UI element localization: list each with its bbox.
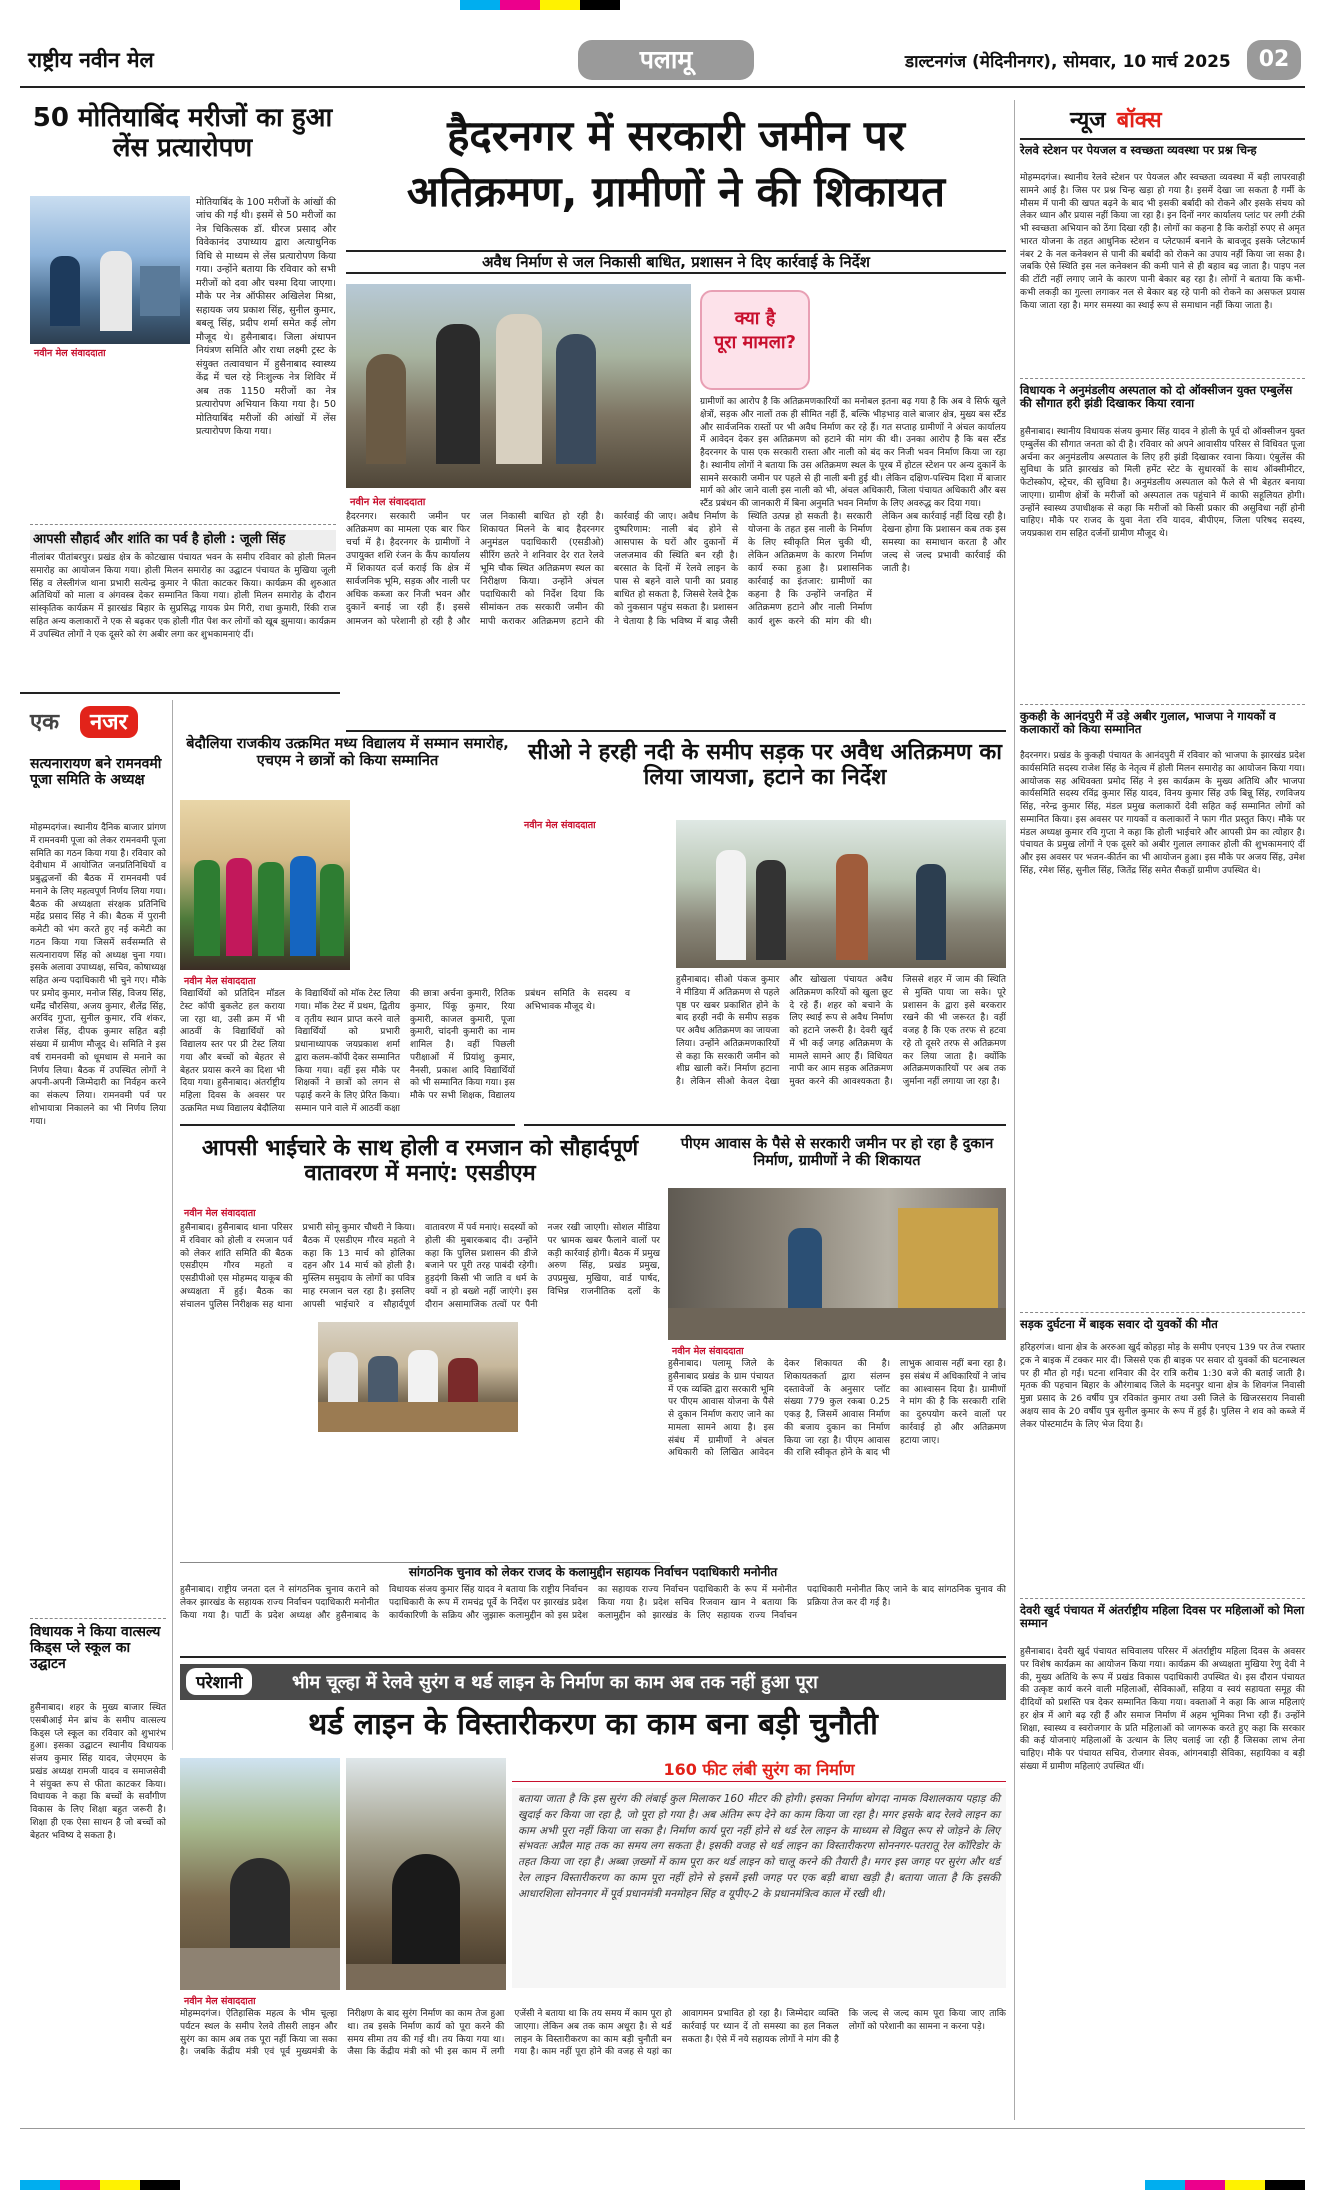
cataract-headline: 50 मोतियाबिंद मरीजों का हुआ लेंस प्रत्यारोपण xyxy=(32,103,333,163)
divider xyxy=(1020,378,1305,379)
divider xyxy=(1020,1312,1305,1313)
rjd-body: हुसैनाबाद। राष्ट्रीय जनता दल ने सांगठनिक चुनाव कराने को लेकर झारखंड के सहायक राज्य निर्वाचन पदाधिकारी मनोनीत किया गया है। पार्टी के प्रदेश अध्यक्ष और हुसैनाबाद के विधायक संजय कुमार सिंह यादव ने बताया कि राष्ट्रीय निर्वाचन पदाधिकारी के रूप में रामचंद्र पूर्वे के निर्देश पर झारखंड प्रदेश कार्यकारिणी के सक्रिय और जुझारू कलामुद्दीन को इस प्रदेश का सहायक राज्य निर्वाचन पदाधिकारी के रूप में मनोनीत किया गया है। प्रदेश सचिव रिजवान खान ने बताया कि कलामुद्दीन को झारखंड के लिए सहायक राज्य निर्वाचन पदाधिकारी मनोनीत किए जाने के बाद सांगठनिक चुनाव की प्रक्रिया तेज कर दी गई है। xyxy=(180,1585,1006,1621)
ambulance-body: हुसैनाबाद। स्थानीय विधायक संजय कुमार सिंह यादव ने होली के पूर्व दो ऑक्सीजन युक्त एम्बुलेंस की सौगात जनता को दी है। रविवार को अपने आवासीय परिसर से विधिवत पूजा अर्चना कर अनुमंडलीय अस्पताल के लिए हरी झंडी दिखाकर रवाना किया। एंबुलेंस की सुविधा के प्रति झारखंड को मिली हमेंट स्टेट के सुधारकों के साथ ऑक्सीमीटर, फेटोस्कोप, स्ट्रेचर, की सुविधा है। अनुमंडलीय अस्पताल को फैले से भी बेहतर बनाया जाएगा। ग्रामीण क्षेत्रों के मरीजों को अस्पताल तक पहुंचाने में काफी सहूलियत होगी। उन्होंने स्वास्थ्य उपाधीक्षक से कहा कि मरीजों को किसी प्रकार की असुविधा नहीं होनी चाहिए। मौके पर राजद के युवा नेता रवि यादव, बीपीएम, जिला परिषद सदस्य, जयप्रकाश राम सहित दर्जनों ग्रामीण मौजूद थे। xyxy=(1020,427,1305,540)
news-box-rule xyxy=(1020,138,1305,140)
ramnavami-body: मोहम्मदगंज। स्थानीय दैनिक बाजार प्रांगण में रामनवमी पूजा को लेकर रामनवमी पूजा समिति का गठन किया गया है। रविवार को देवीधाम में आयोजित जनप्रतिनिधियों व प्रबुद्धजनों की बैठक में रामनवमी पर्व मनाने के लिए महत्वपूर्ण निर्णय लिया गया। बैठक की अध्यक्षता संरक्षक प्रतिनिधि महेंद्र प्रसाद सिंह ने की। बैठक में पुरानी कमेटी को भंग करते हुए नई कमेटी का गठन किया गया जिसमें सर्वसम्मति से सत्यनारायण सिंह को अध्यक्ष चुना गया। इसके अलावा उपाध्यक्ष, सचिव, कोषाध्यक्ष सहित अन्य पदाधिकारी भी चुने गए। मौके पर प्रमोद कुमार, मनोज सिंह, विजय सिंह, धर्मेंद्र चौरसिया, अजय कुमार, शैलेंद्र सिंह, अरविंद गुप्ता, सुनील कुमार, रवि शंकर, राजेश सिंह, दीपक कुमार सहित बड़ी संख्या में ग्रामीण मौजूद थे। समिति ने इस वर्ष रामनवमी को धूमधाम से मनाने का निर्णय लिया। बैठक में उपस्थित लोगों ने अपनी-अपनी जिम्मेदारी का निर्वहन करने का संकल्प लिया। रामनवमी पर्व पर शोभायात्रा निकालने का भी निर्णय लिया गया। xyxy=(30,823,166,1127)
holi-sdm-body: हुसैनाबाद। हुसैनाबाद थाना परिसर में रविवार को होली व रमजान पर्व को लेकर शांति समिति की बैठक एसडीएम गौरव महतो व एसडीपीओ एस मोहम्मद याकूब की अध्यक्षता में हुई। बैठक का संचालन पुलिस निरीक्षक सह थाना प्रभारी सोनू कुमार चौधरी ने किया। बैठक में एसडीएम गौरव महतो ने कहा कि 13 मार्च को होलिका दहन और 14 मार्च को होली है। मुस्लिम समुदाय के लोगों का पवित्र माह रमजान चल रहा है। इसलिए आपसी भाईचारे व सौहार्दपूर्ण वातावरण में पर्व मनाएं। सदस्यों को होली की मुबारकबाद दी। उन्होंने कहा कि पुलिस प्रशासन की डीजे बजाने पर पूरी तरह पाबंदी रहेगी। हुड़दंगी किसी भी जाति व धर्म के क्यों न हो बख्शे नहीं जाएंगे। इस दौरान असामाजिक तत्वों पर पैनी नजर रखी जाएगी। सोशल मीडिया पर भ्रामक खबर फैलाने वालों पर कड़ी कार्रवाई होगी। बैठक में प्रमुख अरुण सिंह, प्रखंड प्रमुख, उपप्रमुख, मुखिया, वार्ड पार्षद, विभिन्न राजनीतिक दलों के xyxy=(180,1223,660,1310)
eye-camp-byline: नवीन मेल संवाददाता xyxy=(34,348,106,359)
womens-day-body: हुसैनाबाद। देवरी खुर्द पंचायत सचिवालय परिसर में अंतर्राष्ट्रीय महिला दिवस के अवसर पर विशेष कार्यक्रम का आयोजन किया गया। कार्यक्रम की अध्यक्षता मुखिया रेणु देवी ने की, मुख्य अतिथि के रूप में प्रखंड विकास पदाधिकारी उपस्थित थे। इस दौरान पंचायत की उत्कृष्ट कार्य करने वाली महिलाओं, सेविकाओं, सहिया व स्वयं सहायता समूह की दीदियों को प्रशस्ति पत्र देकर सम्मानित किया गया। वक्ताओं ने कहा कि आज महिलाएं हर क्षेत्र में आगे बढ़ रही हैं और समाज निर्माण में अहम भूमिका निभा रही हैं। उन्होंने शिक्षा, स्वास्थ्य व स्वरोजगार के प्रति महिलाओं को जागरूक करते हुए कहा कि सरकार की कई योजनाएं महिलाओं के उत्थान के लिए चलाई जा रही हैं जिसका लाभ लेना चाहिए। मौके पर पंचायत सचिव, रोजगार सेवक, आंगनबाड़ी सेविका, सहायिका व बड़ी संख्या में ग्रामीण महिलाएं उपस्थित थीं। xyxy=(1020,1647,1305,1772)
divider xyxy=(30,1618,166,1619)
ambulance-headline: विधायक ने अनुमंडलीय अस्पताल को दो ऑक्सीजन युक्त एम्बुलेंस की सौगात हरी झंडी दिखाकर किया रवाना xyxy=(1020,383,1293,411)
school-students-photo xyxy=(180,800,350,970)
kids-school-body: हुसैनाबाद। शहर के मुख्य बाजार स्थित एसबीआई मेन ब्रांच के समीप वात्सल्य किड्स प्ले स्कूल का रविवार को शुभारंभ हुआ। इसका उद्घाटन स्थानीय विधायक संजय कुमार सिंह यादव, जेएमएम के प्रखंड अध्यक्ष रामजी यादव व समाजसेवी ने संयुक्त रूप से फीता काटकर किया। विधायक ने कहा कि बच्चों के सर्वांगीण विकास के लिए शिक्षा बहुत जरूरी है। शिक्षा ही एक ऐसा साधन है जो बच्चों को बेहतर भविष्य दे सकता है। xyxy=(30,1703,166,1841)
cataract-story-body-left xyxy=(30,360,190,516)
rail-body: मोहम्मदगंज। ऐतिहासिक महत्व के भीम चूल्हा पर्यटन स्थल के समीप रेलवे तीसरी लाइन और सुरंग का काम अब तक पूरा नहीं किया जा सका है। जबकि केंद्रीय मंत्री एवं पूर्व मुख्यमंत्री के निरीक्षण के बाद सुरंग निर्माण का काम तेज हुआ था। तब इसके निर्माण कार्य को पूरा करने की समय सीमा तय की गई थी। तय किया गया था। जैसा कि केंद्रीय मंत्री को भी इस काम में लगी एजेंसी ने बताया था कि तय समय में काम पूरा हो जाएगा। लेकिन अब तक काम अधूरा है। से थर्ड लाइन के विस्तारीकरण का काम बड़ी चुनौती बन गया है। काम नहीं पूरा होने की वजह से यहां का आवागमन प्रभावित हो रहा है। जिम्मेदार व्यक्ति कार्रवाई पर ध्यान दें तो समस्या का हल निकल सकता है। ऐसे में नये सहायक लोगों ने मांग की है कि जल्द से जल्द काम पूरा किया जाए ताकि लोगों को परेशानी का सामना न करना पड़े। xyxy=(180,2009,1006,2058)
peace-meeting-photo xyxy=(318,1322,518,1432)
holi-juli-headline: आपसी सौहार्द और शांति का पर्व है होली : जूली सिंह xyxy=(30,530,336,551)
co-headline: सीओ ने हरही नदी के समीप सड़क पर अवैध अतिक्रमण का लिया जायजा, हटाने का निर्देश xyxy=(528,740,1002,791)
co-body-left xyxy=(524,832,670,1120)
divider xyxy=(30,524,336,525)
cataract-story-body: मोतियाबिंद के 100 मरीजों के आंखों की जांच की गई थी। इसमें से 50 मरीजों का नेत्र चिकित्सक डॉ. धीरज प्रसाद और विवेकानंद उपाध्याय द्वारा अत्याधुनिक विधि से माध्यम से लेंस प्रत्यारोपण किया गया। उन्होंने बताया कि रविवार को सभी मरीजों को दवा और चश्मा दिया जाएगा। मौके पर नेत्र ऑफीसर अखिलेश मिश्रा, सहायक जय प्रकाश सिंह, सुनील कुमार, बबलू सिंह, प्रदीप शर्मा समेत कई लोग मौजूद थे। हुसैनाबाद। जिला अंधापन नियंत्रण समिति और राधा लक्ष्मी ट्रस्ट के संयुक्त तत्वावधान में हुसैनाबाद स्वास्थ्य केंद्र में चल रहे निःशुल्क नेत्र शिविर में अब तक 1150 मरीजों का नेत्र प्रत्यारोपण अभियान किया गया है। 50 मोतियाबिंद मरीजों की आंखों में लेंस प्रत्यारोपण किया गया। xyxy=(196,197,336,438)
holi-sdm-body-bottom xyxy=(318,1438,518,1558)
footer-rule xyxy=(20,2128,1305,2129)
lead-headline-line1: हैदरनगर में सरकारी जमीन पर xyxy=(447,111,905,160)
lead-side-body: ग्रामीणों का आरोप है कि अतिक्रमणकारियों का मनोबल इतना बढ़ गया है कि अब वे सिर्फ खुले क्षेत्रों, सड़क और नालों तक ही सीमित नहीं हैं, बल्कि भीड़भाड़ वाले बाजार क्षेत्र, मुख्य बस स्टैंड और सार्वजनिक रास्तों पर भी अवैध निर्माण कर रहे हैं। गत सप्ताह ग्रामीणों ने अंचल कार्यालय में आवेदन देकर इस अतिक्रमण को हटाने की मांग की थी। उनका आरोप है कि बस स्टैंड हैदरनगर के पास एक सरकारी रास्ता और नाली को बंद कर निजी भवन निर्माण किया जा रहा है। स्थानीय लोगों ने बताया कि उस अतिक्रमण स्थल के पूरब में होटल स्टेशन पर अन्य दुकानें के सामने सरकारी जमीन पर पहले से ही नाली बनी हुई थी। लेकिन दक्षिण-पश्चिम दिशा में बाजार मार्ग को ओर जाने वाली इस नाली को भी, अंचल अधिकारी, जिला पंचायत अधिकारी और बस स्टैंड प्रबंधन की जानकारी में बिना अनुमति भवन निर्माण के लिए अवरुद्ध कर दिया गया। xyxy=(700,397,1006,510)
kids-school-headline: विधायक ने किया वात्सल्य किड्स प्ले स्कूल का उद्घाटन xyxy=(30,1624,161,1673)
ramnavami-headline: सत्यनारायण बने रामनवमी पूजा समिति के अध्यक्ष xyxy=(30,756,162,789)
rail-tag: परेशानी xyxy=(186,1668,252,1695)
co-inspection-photo xyxy=(676,820,1006,968)
lead-question-box xyxy=(700,290,810,390)
lead-headline-line2: अतिक्रमण, ग्रामीणों ने की शिकायत xyxy=(406,167,946,216)
holi-sdm-headline: आपसी भाईचारे के साथ होली व रमजान को सौहार्दपूर्ण वातावरण में मनाएं: एसडीएम xyxy=(201,1136,639,1187)
co-rule xyxy=(524,1124,1006,1126)
station-headline: रेलवे स्टेशन पर पेयजल व स्वच्छता व्यवस्था पर प्रश्न चिन्ह xyxy=(1020,143,1257,157)
rail-subhead: भीम चूल्हा में रेलवे सुरंग व थर्ड लाइन के निर्माण का काम अब तक नहीं हुआ पूरा xyxy=(292,1672,818,1693)
tunnel-photo-1 xyxy=(180,1758,340,1990)
co-byline: नवीन मेल संवाददाता xyxy=(524,820,596,831)
divider xyxy=(1020,1598,1305,1599)
q-line1: क्या है xyxy=(734,308,776,329)
holi-sdm-byline: नवीन मेल संवाददाता xyxy=(184,1208,256,1219)
lead-byline: नवीन मेल संवाददाता xyxy=(350,497,426,508)
pm-awas-headline: पीएम आवास के पैसे से सरकारी जमीन पर हो रहा है दुकान निर्माण, ग्रामीणों ने की शिकायत xyxy=(680,1136,994,1169)
rail-headline: थर्ड लाइन के विस्तारीकरण का काम बना बड़ी चुनौती xyxy=(308,1707,878,1742)
news-box-label xyxy=(1070,104,1270,134)
rail-byline: नवीन मेल संवाददाता xyxy=(184,1996,256,2007)
school-rule xyxy=(180,1124,515,1126)
q-line2: पूरा मामला? xyxy=(713,332,796,353)
school-headline: बेदौलिया राजकीय उत्क्रमित मध्य विद्यालय में सम्मान समारोह, एचएम ने छात्रों को किया सम्मानित xyxy=(186,736,509,769)
rjd-rule xyxy=(180,1656,1006,1658)
ek-label: एक xyxy=(30,710,60,735)
tunnel-subhead-box xyxy=(512,1758,1006,1782)
womens-day-headline: देवरी खुर्द पंचायत में अंतर्राष्ट्रीय महिला दिवस पर महिलाओं को मिला सम्मान xyxy=(1020,1603,1305,1631)
lead-body: हैदरनगर। सरकारी जमीन पर अतिक्रमण का मामला एक बार फिर चर्चा में है। हैदरनगर के ग्रामीणों ने उपायुक्त शशि रंजन के कैंप कार्यालय में शिकायत दर्ज कराई कि क्षेत्र में सार्वजनिक भूमि, सड़क और नाली पर अधिक कब्जा कर निजी भवन और दुकानें बनाई जा रही हैं। इससे आमजन को परेशानी हो रही है और जल निकासी बाधित हो रही है। शिकायत मिलने के बाद हैदरनगर अनुमंडल पदाधिकारी (एसडीओ) सीरिंग छतरे ने शनिवार देर रात रेलवे भूमि चौक स्थित अतिक्रमण स्थल का निरीक्षण किया। उन्होंने अंचल पदाधिकारी को निर्देश दिया कि सीमांकन तक सरकारी जमीन की मापी कराकर अतिक्रमण हटाने की कार्रवाई की जाए। अवैध निर्माण के दुष्परिणाम: नाली बंद होने से आसपास के घरों और दुकानों में जलजमाव की स्थिति बन रही है। बरसात के दिनों में रेलवे लाइन के पास से बहने वाले पानी का प्रवाह बाधित हो सकता है, जिससे रेलवे ट्रैक को नुकसान पहुंच सकता है। प्रशासन ने चेताया है कि भविष्य में बाढ़ जैसी स्थिति उत्पन्न हो सकती है। सरकारी योजना के तहत इस नाली के निर्माण के लिए स्वीकृति मिल चुकी थी, लेकिन अतिक्रमण के कारण निर्माण कार्य रुका हुआ है। प्रशासनिक कार्रवाई का इंतजार: ग्रामीणों का कहना है कि उन्होंने जनहित में अतिक्रमण हटाने और नाली निर्माण कार्य शुरू करने की मांग की थी। लेकिन अब कार्रवाई नहीं दिख रही है। देखना होगा कि प्रशासन कब तक इस समस्या का समाधान करता है और जल्द से जल्द प्रभावी कार्रवाई की जाती है। xyxy=(346,511,1006,627)
rjd-headline: सांगठनिक चुनाव को लेकर राजद के कलामुद्दीन सहायक निर्वाचन पदाधिकारी मनोनीत xyxy=(408,1565,778,1579)
right-col-rule xyxy=(1014,100,1015,2120)
lead-side-body-right xyxy=(818,284,1006,392)
holi-sdm-body-left xyxy=(180,1322,312,1558)
school-body: विद्यार्थियों को प्रतिदिन मॉडल टेस्ट कॉपी बुकलेट हल कराया जा रहा था, उसी क्रम में भी आठवीं के विद्यार्थियों को विद्यालय स्तर पर प्री टेस्ट लिया गया और बच्चों को बेहतर से बेहतर प्रयास करने का दिशा भी दिया गया। हुसैनाबाद। अंतर्राष्ट्रीय महिला दिवस के अवसर पर उत्क्रमित मध्य विद्यालय बेदौलिया के विद्यार्थियों को मॉक टेस्ट लिया गया। मॉक टेस्ट में प्रथम, द्वितीय व तृतीय स्थान प्राप्त करने वाले विद्यार्थियों को प्रभारी प्रधानाध्यापक जयप्रकाश शर्मा द्वारा कलम-कॉपी देकर सम्मानित किया गया। वहीं इस मौके पर शिक्षकों ने छात्रों को लगन से पढ़ाई करने के लिए प्रेरित किया। सम्मान पाने वाले में आठवीं कक्षा की छात्रा अर्चना कुमारी, रितिक कुमार, पिंकू कुमार, रिया कुमारी, काजल कुमारी, पूजा कुमारी, चांदनी कुमारी का नाम शामिल है। वहीं पिछली परीक्षाओं में प्रियांशु कुमार, नैनसी, प्रकाश आदि विद्यार्थियों को भी सम्मानित किया गया। इस मौके पर सभी शिक्षक, विद्यालय प्रबंधन समिति के सदस्य व अभिभावक मौजूद थे। xyxy=(180,989,630,1114)
holi-sdm-body-right xyxy=(524,1322,660,1558)
school-body-right xyxy=(356,800,515,970)
lead-inspection-photo xyxy=(346,284,691,488)
dateline: डाल्टनगंज (मेदिनीनगर), सोमवार, 10 मार्च 2025 xyxy=(905,52,1231,72)
pm-awas-byline: नवीन मेल संवाददाता xyxy=(672,1346,744,1357)
eye-camp-photo xyxy=(30,196,190,344)
accident-headline: सड़क दुर्घटना में बाइक सवार दो युवकों की मौत xyxy=(1020,1317,1218,1331)
holi-rule xyxy=(180,1562,660,1563)
section-tab xyxy=(578,40,754,80)
ek-nazar-label xyxy=(30,706,180,740)
masthead-paper-name: राष्ट्रीय नवीन मेल xyxy=(28,48,154,72)
holi-juli-body: नीलांबर पीतांबरपुर। प्रखंड क्षेत्र के कोटखास पंचायत भवन के समीप रविवार को होली मिलन समारोह का आयोजन किया गया। होली मिलन समारोह का उद्घाटन पंचायत के मुखिया जूली सिंह व लेस्लीगंज थाना प्रभारी सत्येन्द्र कुमार ने फीता काटकर किया। कार्यक्रम की शुरुआत अतिथियों को माला व अंगवस्त्र देकर सम्मानित किया गया। होली मिलन समारोह के दौरान सांस्कृतिक कार्यक्रम में झारखंड बिहार के सुप्रसिद्ध गायक प्रेम गिरी, राधा कुमारी, रिंकी राज सहित अन्य कलाकारों ने एक से बढ़कर एक होली गीत पेश कर लोगों को खूब झुमाया। कार्यक्रम में उपस्थित लोगों ने एक दूसरे को रंग अबीर लगा कर शुभकामनाएं दीं। xyxy=(30,553,336,640)
pm-awas-photo xyxy=(668,1188,1006,1340)
section-title: पलामू xyxy=(639,45,693,74)
tunnel-photo-2 xyxy=(346,1758,506,1990)
accident-body: हरिहरगंज। थाना क्षेत्र के अररुआ खुर्द कोहड़ा मोड़ के समीप एनएच 139 पर तेज रफ्तार ट्रक ने बाइक में टक्कर मार दी। जिससे एक ही बाइक पर सवार दो युवकों की घटनास्थल पर ही मौत हो गई। घटना शनिवार की देर रात्रि करीब 1:30 बजे की बताई जाती है। मृतक की पहचान बिहार के औरंगाबाद जिले के मदनपुर थाना क्षेत्र के शिवगंज निवासी मुन्ना प्रसाद के 26 वर्षीय पुत्र रविकांत कुमार तथा उसी जिले के खिजरसराय निवासी अक्षय साव के 20 वर्षीय पुत्र सुनील कुमार के रूप में हुई है। पुलिस ने शव को कब्जे में लेकर पोस्टमार्टम के लिए भेज दिया है। xyxy=(1020,1343,1305,1430)
header-rule xyxy=(20,86,1305,88)
rail-quote: बताया जाता है कि इस सुरंग की लंबाई कुल मिलाकर 160 मीटर की होगी। इसका निर्माण बोगदा नामक विशालकाय पहाड़ की खुदाई कर किया जा रहा है, जो पूरा हो गया है। अब अंतिम रूप देने का काम किया जा रहा है। मगर इसके बाद रेलवे लाइन का काम अभी पूरा नहीं किया जा सका है। निर्माण कार्य पूरा नहीं होने से थर्ड रेल लाइन के माध्यम से विद्युत रूप से जोड़ने के लिए संभवतः अप्रैल माह तक का समय लग सकता है। इसकी वजह से थर्ड लाइन का विस्तारीकरण सोननगर-पतरातू रेल कॉरिडोर के तहत किया जा रहा है। अब्बा ज़ख्मों में काम पूरा कर थर्ड लाइन को चालू करने की तैयारी है। मगर इस जगह पर सुरंग और थर्ड रेल लाइन विस्तारीकरण का काम पूरा नहीं होने से इसमें इसी जगह पर एक बड़ी बाधा खड़ी है। बताया जाता है कि इसकी आधारशिला सोननगर में पूर्व प्रधानमंत्री मनमोहन सिंह व यूपीए-2 के प्रधानमंत्रित्व काल में रखी थी। xyxy=(512,1788,1006,1988)
left-rule xyxy=(20,692,340,694)
page-number-badge xyxy=(1247,40,1301,80)
co-body: हुसैनाबाद। सीओ पंकज कुमार ने मीडिया में अतिक्रमण से पहले पृष्ठ पर खबर प्रकाशित होने के बाद हरही नदी के समीप सड़क पर अवैध अतिक्रमण का जायजा लिया। उन्होंने अतिक्रमणकारियों से कहा कि सरकारी जमीन को शीघ्र खाली करें। निर्माण हटाना है। लेकिन सीओ केवल देखा और खोखला पंचायत अवैध अतिक्रमण करियों को खुला छूट दे रहे हैं। शहर को बचाने के लिए स्थाई रूप से अवैध निर्माण को हटाने जरूरी है। देवरी खुर्द में भी कई जगह अतिक्रमण के मामले सामने आए हैं। विधियत नापी कर आम सड़क अतिक्रमण मुक्त करने की आवश्यकता है। जिससे शहर में जाम की स्थिति से मुक्ति पाया जा सके। पूरे प्रशासन के द्वारा इसे बरकरार रखने की भी जरूरत है। वहीं वजह है कि एक तरफ से हटवा रहे तो दूसरे तरफ से अतिक्रमण कर लिया जाता है। क्योंकि अतिक्रमणकारियों पर अब तक जुर्माना नहीं लगाया जा रहा है। xyxy=(676,975,1006,1088)
rail-strip xyxy=(180,1664,1006,1700)
pm-awas-body: हुसैनाबाद। पलामू जिले के हुसैनाबाद प्रखंड के ग्राम पंचायत में एक व्यक्ति द्वारा सरकारी भूमि पर पीएम आवास योजना के पैसे से दुकान निर्माण कराए जाने का मामला सामने आया है। इस संबंध में ग्रामीणों ने अंचल अधिकारी को लिखित आवेदन देकर शिकायत की है। शिकायतकर्ता द्वारा संलग्न दस्तावेजों के अनुसार प्लॉट संख्या 779 कुल रकबा 0.25 एकड़ है, जिसमें आवास निर्माण की बजाय दुकान का निर्माण किया जा रहा है। पीएम आवास की राशि स्वीकृत होने के बाद भी लाभुक आवास नहीं बना रहा है। इस संबंध में अधिकारियों ने जांच का आश्वासन दिया है। ग्रामीणों ने मांग की है कि सरकारी राशि का दुरुपयोग करने वालों पर कार्रवाई हो और अतिक्रमण हटाया जाए। xyxy=(668,1359,1006,1459)
school-byline: नवीन मेल संवाददाता xyxy=(184,976,256,987)
page-number: 02 xyxy=(1258,47,1290,72)
registration-stripe-top xyxy=(0,0,1325,10)
news-label-a: न्यूज xyxy=(1070,108,1106,133)
kukhi-body: हैदरनगर। प्रखंड के कुकही पंचायत के आनंदपुरी में रविवार को भाजपा के झारखंड प्रदेश कार्यसमिति सदस्य राजेश सिंह के नेतृत्व में होली मिलन समारोह का आयोजन किया गया। आयोजक सह अधिवक्ता प्रमोद सिंह ने इस कार्यक्रम के मुख्य अतिथि और भाजपा कार्यसमिति सदस्य रविंद्र कुमार सिंह यादव, विनय कुमार सिंह उर्फ बिन्नू सिंह, रणविजय सिंह, नरेन्द्र कुमार सिंह, मंडल प्रमुख कलाकारों देवी सहित कई सम्मानित लोगों को सम्मानित किया। इस अवसर पर गायकों व कलाकारों ने फाग गीत प्रस्तुत किए। मौके पर मंडल अध्यक्ष कुमार रवि गुप्ता ने कहा कि होली भाईचारे और आपसी प्रेम का त्योहार है। पंचायत के प्रमुख लोगों ने एक दूसरे को अबीर गुलाल लगाकर होली की शुभकामनाएं दीं और इस अवसर पर भजन-कीर्तन का भी आयोजन हुआ। इस मौके पर अजय सिंह, उमेश सिंह, रमेश सिंह, सुनील सिंह, जितेंद्र सिंह समेत सैकड़ों ग्रामीण उपस्थित थे। xyxy=(1020,751,1305,876)
lead-deck xyxy=(346,250,1006,274)
divider xyxy=(1020,704,1305,705)
lead-deck-text: अवैध निर्माण से जल निकासी बाधित, प्रशासन ने दिए कार्रवाई के निर्देश xyxy=(482,253,870,271)
nazar-label: नजर xyxy=(80,706,138,738)
registration-stripe-bottom xyxy=(0,2180,1325,2194)
lead-rule xyxy=(346,730,1006,732)
news-label-b: बॉक्स xyxy=(1116,108,1162,133)
tunnel-subhead: 160 फीट लंबी सुरंग का निर्माण xyxy=(663,1760,855,1779)
kukhi-headline: कुकही के आनंदपुरी में उड़े अबीर गुलाल, भाजपा ने गायकों व कलाकारों को किया सम्मानित xyxy=(1020,709,1276,737)
station-body: मोहम्मदगंज। स्थानीय रेलवे स्टेशन पर पेयजल और स्वच्छता व्यवस्था में बड़ी लापरवाही सामने आई है। जिस पर प्रश्न चिन्ह खड़ा हो गया है। इसमें देखा जा सकता है गर्मी के मौसम में पानी की खपत बढ़ने के बाद भी इसकी बर्बादी को रोकने और इसके संचय को लेकर ध्यान और प्रयास नहीं किया जा रहा है। इन दिनों नगर कार्यालय प्लांट पर लगी टंकी भी स्वच्छता अभियान को ठेंगा दिखा रही है। लोगों का कहना है कि करोड़ों रुपए से अमृत भारत योजना के तहत आधुनिक स्टेशन व प्लेटफार्म बनाने के बावजूद इसके प्लेटफार्म नंबर 2 के नल कनेक्शन से पानी की बर्बादी को रोकने का उपाय नहीं किया जा सका है। जबकि ऐसे स्थिति इस नल कनेक्शन की कमी पाने से ही बहाव बढ़ जाता है। पाइप नल की टोंटी नहीं लगाए जाने के कारण पानी बेकार बह रहा है। लोगों ने बताया कि कभी-कभी लकड़ी का गुल्ला लगाकर नल से बेकार बह रहे पानी को रोकने का असफल प्रयास किया जाता रहा है। मगर समस्या का स्थाई रूप से समाधान नहीं किया जाता है। xyxy=(1020,173,1305,311)
col-rule xyxy=(172,700,173,1750)
